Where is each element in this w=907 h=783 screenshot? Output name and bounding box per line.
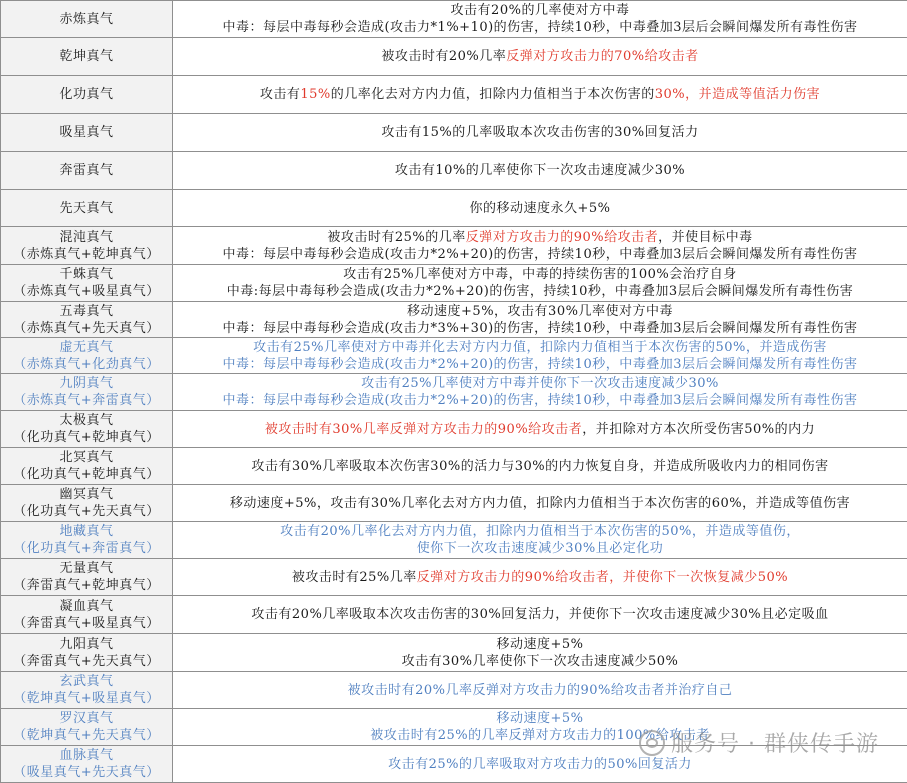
qi-effect-cell bbox=[173, 265, 907, 302]
qi-name: 化功真气 bbox=[3, 86, 170, 103]
qi-name-cell bbox=[1, 227, 173, 265]
effect-text: ，并使目标中毒 bbox=[658, 230, 753, 245]
qi-name: 九阳真气 bbox=[3, 636, 170, 653]
effect-line bbox=[175, 682, 905, 699]
qi-name-cell bbox=[1, 338, 173, 374]
qi-effect-cell bbox=[173, 114, 907, 152]
effect-text: 被攻击时有25%几率 bbox=[292, 570, 417, 585]
effect-line bbox=[175, 523, 905, 540]
effect-line bbox=[175, 756, 905, 773]
table-row bbox=[1, 634, 907, 672]
qi-effect-cell bbox=[173, 76, 907, 114]
qi-combo: （赤炼真气+先天真气） bbox=[3, 320, 170, 337]
qi-name-cell bbox=[1, 302, 173, 338]
table-row bbox=[1, 448, 907, 485]
qi-effect-cell bbox=[173, 448, 907, 485]
qi-name: 九阴真气 bbox=[3, 375, 170, 392]
watermark bbox=[639, 727, 879, 758]
effect-highlight: 反弹对方攻击力的90%给攻击者 bbox=[466, 230, 658, 245]
qi-effect-cell bbox=[173, 485, 907, 522]
qi-name-cell bbox=[1, 596, 173, 634]
effect-line bbox=[175, 421, 905, 438]
effect-text: 攻击有15%的几率吸取本次攻击伤害的30%回复活力 bbox=[381, 125, 698, 140]
effect-text: 中毒：每层中毒每秒会造成(攻击力*1%+10)的伤害，持续10秒，中毒叠加3层后会瞬间爆发所有毒性伤害 bbox=[222, 20, 857, 35]
effect-text: 被攻击时有25%的几率 bbox=[327, 230, 465, 245]
table-body bbox=[1, 1, 907, 783]
table-row bbox=[1, 338, 907, 374]
effect-text: 攻击有 bbox=[260, 87, 301, 102]
qi-effect-cell bbox=[173, 634, 907, 672]
effect-text: 被攻击时有25%的几率反弹对方攻击力的100%给攻击者 bbox=[370, 728, 710, 743]
effect-line bbox=[175, 283, 905, 300]
qi-combo: （化功真气+乾坤真气） bbox=[3, 429, 170, 446]
qi-combo: （吸星真气+先天真气） bbox=[3, 764, 170, 781]
qi-name: 五毒真气 bbox=[3, 303, 170, 320]
table-row bbox=[1, 596, 907, 634]
effect-text: 中毒：每层中毒每秒会造成(攻击力*2%+20)的伤害，持续10秒，中毒叠加3层后会瞬间爆发所有毒性伤害 bbox=[222, 357, 857, 372]
qi-name-cell bbox=[1, 448, 173, 485]
qi-effect-cell bbox=[173, 38, 907, 76]
qi-combo: （化功真气+奔雷真气） bbox=[3, 540, 170, 557]
qi-name-cell bbox=[1, 1, 173, 38]
table-row bbox=[1, 227, 907, 265]
effect-line bbox=[175, 320, 905, 337]
qi-effect-cell bbox=[173, 522, 907, 559]
qi-combo: （奔雷真气+乾坤真气） bbox=[3, 577, 170, 594]
effect-line bbox=[175, 266, 905, 283]
effect-text: ，并扣除对方本次所受伤害50%的内力 bbox=[582, 422, 815, 437]
qi-name: 奔雷真气 bbox=[3, 162, 170, 179]
effect-line bbox=[175, 2, 905, 19]
qi-name-cell bbox=[1, 746, 173, 783]
qi-effect-cell bbox=[173, 559, 907, 596]
qi-name: 混沌真气 bbox=[3, 229, 170, 246]
qi-name: 乾坤真气 bbox=[3, 48, 170, 65]
effect-text: 攻击有25%几率使对方中毒并化去对方内力值，扣除内力值相当于本次伤害的50%，并造成伤害 bbox=[253, 340, 827, 355]
qi-effect-cell bbox=[173, 374, 907, 411]
qi-name-cell bbox=[1, 152, 173, 190]
qi-effect-cell bbox=[173, 411, 907, 448]
effect-line bbox=[175, 569, 905, 586]
effect-line bbox=[175, 229, 905, 246]
effect-line bbox=[175, 200, 905, 217]
qi-combo: （乾坤真气+吸星真气） bbox=[3, 690, 170, 707]
qi-combo: （赤炼真气+吸星真气） bbox=[3, 283, 170, 300]
table-row bbox=[1, 302, 907, 338]
qi-name-cell bbox=[1, 265, 173, 302]
effect-text: 攻击有30%几率使你下一次攻击速度减少50% bbox=[402, 654, 679, 669]
qi-name: 血脉真气 bbox=[3, 747, 170, 764]
effect-highlight: 反弹对方攻击力的90%给攻击者，并使你下一次恢复减少50% bbox=[417, 570, 788, 585]
effect-line bbox=[175, 458, 905, 475]
table-row bbox=[1, 559, 907, 596]
qi-combo: （乾坤真气+先天真气） bbox=[3, 727, 170, 744]
qi-name-cell bbox=[1, 522, 173, 559]
effect-text: 使你下一次攻击速度减少30%且必定化功 bbox=[417, 541, 663, 556]
chat-bubble-icon bbox=[639, 730, 665, 756]
qi-name: 凝血真气 bbox=[3, 598, 170, 615]
effect-text: 中毒：每层中毒每秒会造成(攻击力*2%+20)的伤害，持续10秒，中毒叠加3层后会瞬间爆发所有毒性伤害 bbox=[222, 393, 857, 408]
qi-combo: （赤炼真气+奔雷真气） bbox=[3, 392, 170, 409]
effect-text: 攻击有30%几率吸取本次伤害30%的活力与30%的内力恢复自身，并造成所吸收内力的相同伤害 bbox=[251, 459, 828, 474]
table-row bbox=[1, 190, 907, 227]
effect-line bbox=[175, 124, 905, 141]
qi-name: 吸星真气 bbox=[3, 124, 170, 141]
table-row bbox=[1, 1, 907, 38]
effect-line bbox=[175, 356, 905, 373]
table-row bbox=[1, 485, 907, 522]
effect-line bbox=[175, 710, 905, 727]
qi-combo: （化功真气+乾坤真气） bbox=[3, 466, 170, 483]
effect-text: 被攻击时有20%几率 bbox=[381, 49, 506, 64]
qi-name-cell bbox=[1, 374, 173, 411]
effect-line bbox=[175, 495, 905, 512]
effect-text: 中毒：每层中毒每秒会造成(攻击力*2%+20)的伤害，持续10秒，中毒叠加3层后会瞬间爆发所有毒性伤害 bbox=[222, 247, 857, 262]
qi-name-cell bbox=[1, 485, 173, 522]
qi-name: 太极真气 bbox=[3, 412, 170, 429]
effect-text: 被攻击时有20%几率反弹对方攻击力的90%给攻击者并治疗自己 bbox=[348, 683, 733, 698]
qi-effect-cell bbox=[173, 672, 907, 709]
qi-effect-cell bbox=[173, 302, 907, 338]
qi-effect-cell bbox=[173, 227, 907, 265]
table-row bbox=[1, 374, 907, 411]
effect-text: 移动速度+5%，攻击有30%几率使对方中毒 bbox=[407, 304, 673, 319]
effect-text: 攻击有25%的几率吸取对方攻击力的50%回复活力 bbox=[388, 757, 692, 772]
effect-text: 攻击有25%几率使对方中毒并使你下一次攻击速度减少30% bbox=[361, 376, 719, 391]
qi-effect-cell bbox=[173, 190, 907, 227]
qi-name: 玄武真气 bbox=[3, 673, 170, 690]
effect-line bbox=[175, 606, 905, 623]
effect-text: 移动速度+5% bbox=[496, 637, 583, 652]
table-row bbox=[1, 672, 907, 709]
effect-line bbox=[175, 339, 905, 356]
qi-name-cell bbox=[1, 709, 173, 746]
table-row bbox=[1, 114, 907, 152]
watermark-text: 服务号 · 群侠传手游 bbox=[671, 727, 879, 758]
qi-combo: （奔雷真气+吸星真气） bbox=[3, 615, 170, 632]
effect-line bbox=[175, 246, 905, 263]
qi-name-cell bbox=[1, 38, 173, 76]
qi-effect-cell bbox=[173, 596, 907, 634]
qi-effect-cell bbox=[173, 1, 907, 38]
qi-name-cell bbox=[1, 672, 173, 709]
qi-name: 虚无真气 bbox=[3, 339, 170, 356]
effect-line bbox=[175, 303, 905, 320]
effect-line bbox=[175, 86, 905, 103]
table-row bbox=[1, 265, 907, 302]
effect-text: 攻击有10%的几率使你下一次攻击速度减少30% bbox=[395, 163, 685, 178]
qi-effect-cell bbox=[173, 338, 907, 374]
qi-name-cell bbox=[1, 190, 173, 227]
effect-line bbox=[175, 19, 905, 36]
effect-text: 中毒:每层中毒每秒会造成(攻击力*2%+20)的伤害，持续10秒，中毒叠加3层后会瞬间爆发所有毒性伤害 bbox=[227, 284, 853, 299]
effect-text: 的几率化去对方内力值，扣除内力值相当于本次伤害的 bbox=[331, 87, 655, 102]
effect-text: 攻击有20%几率吸取本次攻击伤害的30%回复活力，并使你下一次攻击速度减少30%且必定吸血 bbox=[251, 607, 828, 622]
effect-line bbox=[175, 375, 905, 392]
qi-name-cell bbox=[1, 559, 173, 596]
effect-text: 中毒：每层中毒每秒会造成(攻击力*3%+30)的伤害，持续10秒，中毒叠加3层后会瞬间爆发所有毒性伤害 bbox=[222, 321, 857, 336]
effect-text: 移动速度+5%，攻击有30%几率化去对方内力值，扣除内力值相当于本次伤害的60%，并造成等值伤害 bbox=[230, 496, 850, 511]
qi-combo: （化功真气+先天真气） bbox=[3, 503, 170, 520]
qi-name-cell bbox=[1, 76, 173, 114]
effect-text: 攻击有25%几率使对方中毒，中毒的持续伤害的100%会治疗自身 bbox=[343, 267, 737, 282]
qi-name: 无量真气 bbox=[3, 560, 170, 577]
effect-text: 你的移动速度永久+5% bbox=[469, 201, 610, 216]
qi-combo: （赤炼真气+化劲真气） bbox=[3, 356, 170, 373]
qi-name-cell bbox=[1, 634, 173, 672]
table-row bbox=[1, 152, 907, 190]
effect-highlight: 15% bbox=[300, 87, 330, 102]
effect-line bbox=[175, 162, 905, 179]
qi-name: 幽冥真气 bbox=[3, 486, 170, 503]
table-row bbox=[1, 76, 907, 114]
effect-line bbox=[175, 48, 905, 65]
table-row bbox=[1, 411, 907, 448]
effect-line bbox=[175, 653, 905, 670]
qi-name: 赤炼真气 bbox=[3, 11, 170, 28]
qi-name: 北冥真气 bbox=[3, 449, 170, 466]
qi-name: 地藏真气 bbox=[3, 523, 170, 540]
effect-line bbox=[175, 636, 905, 653]
effect-highlight: 30%，并造成等值活力伤害 bbox=[655, 87, 820, 102]
effect-line bbox=[175, 540, 905, 557]
qi-name-cell bbox=[1, 411, 173, 448]
effect-text: 攻击有20%的几率使对方中毒 bbox=[451, 3, 630, 18]
qi-effect-cell bbox=[173, 152, 907, 190]
qi-name-cell bbox=[1, 114, 173, 152]
table-row bbox=[1, 522, 907, 559]
effect-text: 移动速度+5% bbox=[496, 711, 583, 726]
table-row bbox=[1, 38, 907, 76]
qi-combo: （奔雷真气+先天真气） bbox=[3, 653, 170, 670]
effect-highlight: 反弹对方攻击力的70%给攻击者 bbox=[506, 49, 698, 64]
effect-line bbox=[175, 392, 905, 409]
effect-text: 攻击有20%几率化去对方内力值，扣除内力值相当于本次伤害的50%，并造成等值伤， bbox=[280, 524, 800, 539]
qi-name: 千蛛真气 bbox=[3, 266, 170, 283]
qi-name: 先天真气 bbox=[3, 200, 170, 217]
qi-name: 罗汉真气 bbox=[3, 710, 170, 727]
qi-combo: （赤炼真气+乾坤真气） bbox=[3, 246, 170, 263]
effect-highlight: 被攻击时有30%几率反弹对方攻击力的90%给攻击者 bbox=[265, 422, 582, 437]
